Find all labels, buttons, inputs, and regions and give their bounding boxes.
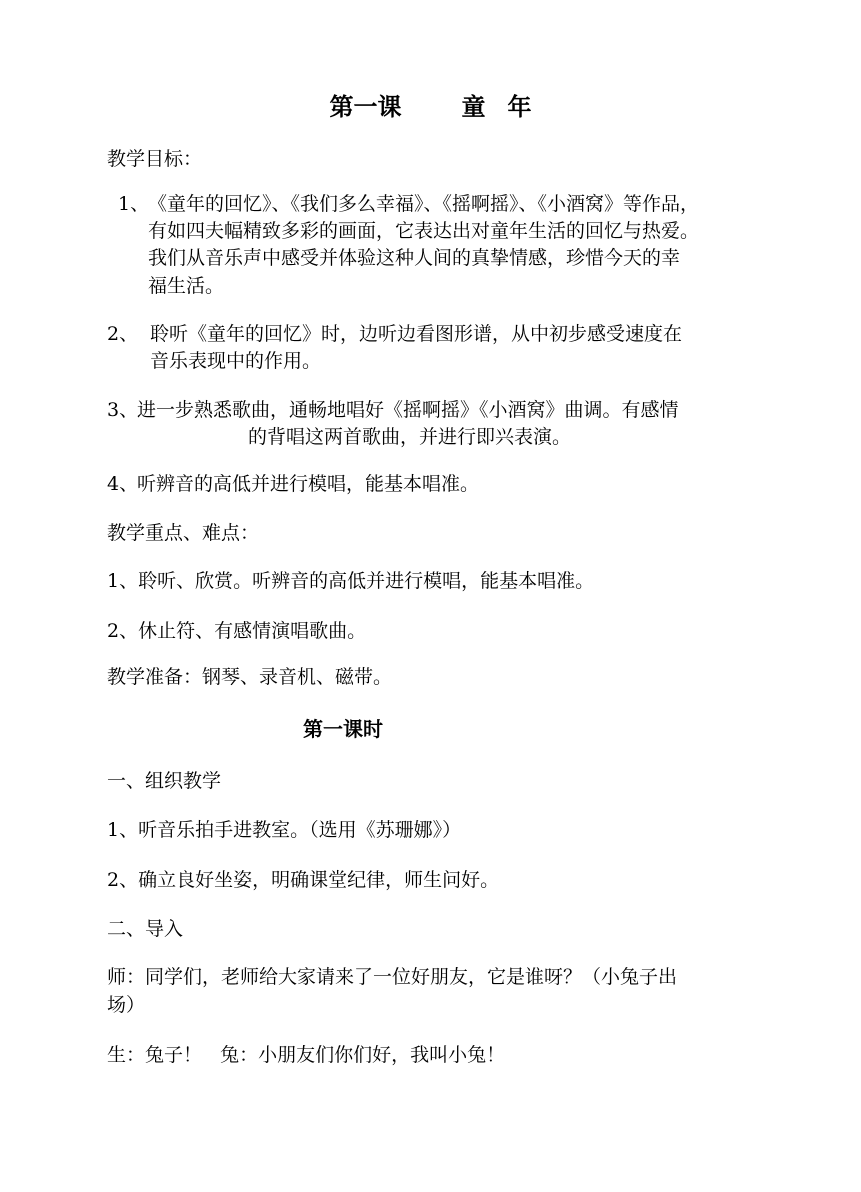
dialogue-2: 生：兔子！ 兔：小朋友们你们好，我叫小兔！ — [107, 1044, 506, 1066]
objective-4-number: 4、 — [107, 473, 139, 495]
objective-3-number: 3、 — [107, 399, 139, 421]
objective-1-line-4: 福生活。 — [148, 275, 225, 297]
objective-2-line-2: 音乐表现中的作用。 — [150, 350, 322, 372]
objective-1-line-2: 有如四夫幅精致多彩的画面，它表达出对童年生活的回忆与热爱。 — [148, 220, 700, 242]
section-1-heading: 一、组织教学 — [107, 770, 222, 792]
objective-1-line-3: 我们从音乐声中感受并体验这种人间的真挚情感，珍惜今天的幸 — [148, 247, 681, 269]
objective-2-number: 2、 — [107, 323, 139, 345]
lesson-title — [0, 91, 861, 123]
section-1-item-2: 2、确立良好坐姿，明确课堂纪律，师生问好。 — [107, 869, 500, 891]
objective-2-line-1: 聆听《童年的回忆》时，边听边看图形谱，从中初步感受速度在 — [150, 323, 683, 345]
objectives-heading: 教学目标： — [107, 148, 203, 170]
section-1-item-1: 1、听音乐拍手进教室。（选用《苏珊娜》） — [107, 819, 462, 841]
lesson-name-char2: 年 — [507, 93, 532, 121]
lesson-name-char1: 童 — [461, 93, 486, 121]
teaching-preparation: 教学准备：钢琴、录音机、磁带。 — [107, 666, 393, 688]
key-point-1: 1、聆听、欣赏。听辨音的高低并进行模唱，能基本唱准。 — [107, 570, 595, 592]
dialogue-1-line-2: 场） — [107, 994, 146, 1016]
key-points-heading: 教学重点、难点： — [107, 522, 260, 544]
key-point-2: 2、休止符、有感情演唱歌曲。 — [107, 620, 367, 642]
lesson-number: 第一课 — [329, 93, 402, 121]
section-2-heading: 二、导入 — [107, 918, 184, 940]
objective-3-line-2: 的背唱这两首歌曲，并进行即兴表演。 — [248, 426, 572, 448]
objective-1-line-1: 《童年的回忆》、《我们多么幸福》、《摇啊摇》、《小酒窝》等作品， — [148, 193, 700, 215]
objective-4-line-1: 听辨音的高低并进行模唱，能基本唱准。 — [137, 473, 480, 495]
dialogue-1-line-1: 师：同学们，老师给大家请来了一位好朋友，它是谁呀？（小兔子出 — [107, 966, 678, 988]
period-title: 第一课时 — [303, 717, 383, 741]
objective-3-line-1: 进一步熟悉歌曲，通畅地唱好《摇啊摇》《小酒窝》曲调。有感情 — [137, 399, 679, 421]
objective-1-number: 1、 — [118, 193, 150, 215]
